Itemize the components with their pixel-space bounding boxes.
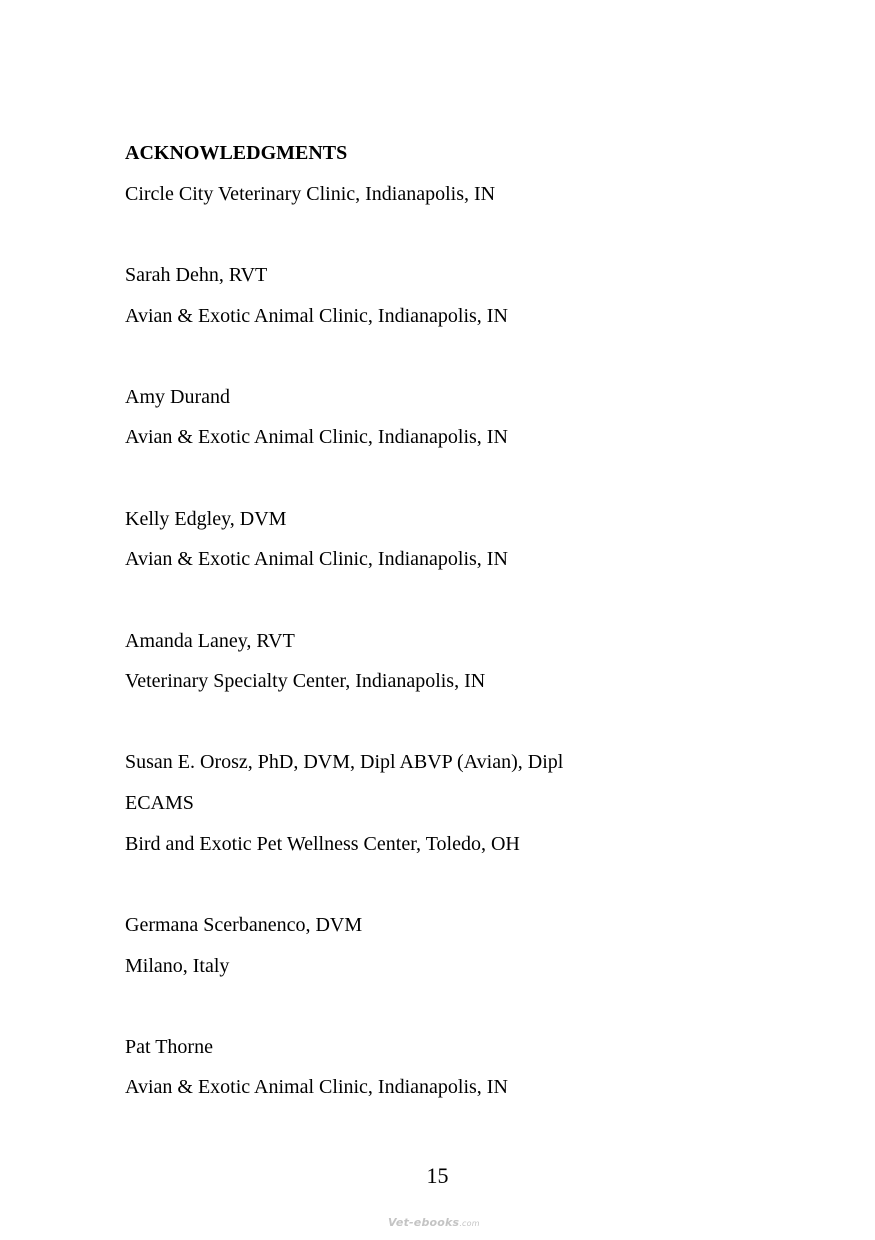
affiliation-line: Milano, Italy [125,955,230,977]
watermark-logo [388,1216,488,1236]
affiliation-line: Avian & Exotic Animal Clinic, Indianapolis, IN [125,1076,508,1098]
contributor-name: Amy Durand [125,386,230,408]
watermark-suffix: .com [459,1219,480,1228]
affiliation-line: Avian & Exotic Animal Clinic, Indianapolis, IN [125,548,508,570]
affiliation-line: Veterinary Specialty Center, Indianapolis, IN [125,670,486,692]
affiliation-line: Bird and Exotic Pet Wellness Center, Toledo, OH [125,833,520,855]
contributor-name: Kelly Edgley, DVM [125,508,287,530]
watermark-text: Vet-ebooks [388,1216,460,1229]
contributor-name: Sarah Dehn, RVT [125,264,268,286]
affiliation-line: Avian & Exotic Animal Clinic, Indianapolis, IN [125,426,508,448]
contributor-name: Pat Thorne [125,1036,213,1058]
contributor-name-continued: ECAMS [125,792,194,814]
page-number: 15 [426,1163,449,1188]
affiliation-line: Circle City Veterinary Clinic, Indianapolis, IN [125,183,496,205]
contributor-name: Susan E. Orosz, PhD, DVM, Dipl ABVP (Avian), Dipl [125,751,564,773]
contributor-name: Germana Scerbanenco, DVM [125,914,363,936]
contributor-name: Amanda Laney, RVT [125,630,295,652]
section-heading: ACKNOWLEDGMENTS [125,142,348,164]
affiliation-line: Avian & Exotic Animal Clinic, Indianapolis, IN [125,305,508,327]
